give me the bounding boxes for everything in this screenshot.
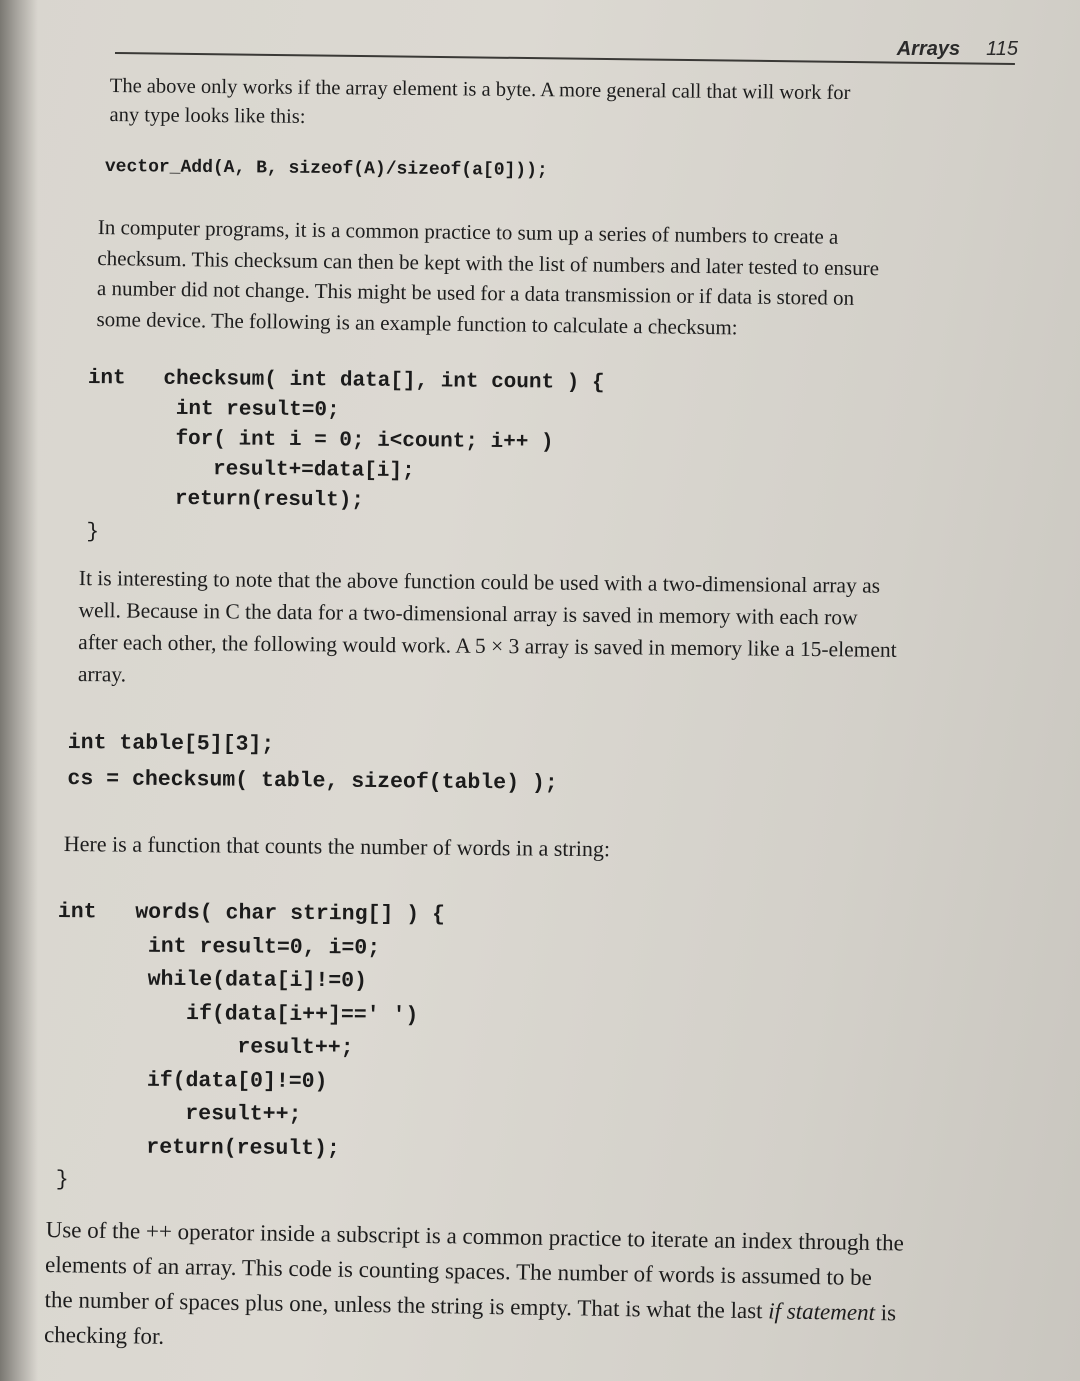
paragraph-two-dimensional: [78, 562, 898, 698]
code-line: int table[5][3];: [67, 730, 275, 757]
text-line: well. Because in C the data for a two-dimensional array is saved in memory with each row: [78, 597, 858, 630]
text-line: a number did not change. This might be used for a data transmission or if data is stored on: [96, 275, 855, 310]
code-line: return(result);: [55, 1134, 340, 1161]
code-checksum-function: [86, 364, 604, 553]
page-gutter-shadow: [0, 0, 38, 1381]
code-line: result+=data[i];: [86, 456, 415, 484]
code-line: result++;: [56, 1033, 354, 1061]
code-line: }: [86, 520, 100, 545]
text-line: checksum. This checksum can then be kept with the list of numbers and later tested to ensure: [97, 245, 880, 280]
header-rule: [115, 52, 1015, 65]
code-line: for( int i = 0; i<count; i++ ): [87, 426, 554, 455]
paragraph-increment-operator: [44, 1212, 904, 1365]
code-line: }: [55, 1167, 69, 1193]
code-line: int result=0, i=0;: [57, 933, 381, 961]
text-line: some device. The following is an example function to calculate a checksum:: [96, 306, 738, 339]
text-line: Use of the ++ operator inside a subscript is a common practice to iterate an index through the: [45, 1216, 904, 1256]
page-number: 115: [986, 38, 1018, 60]
code-line: int words( char string[] ) {: [57, 899, 446, 928]
text-line: Here is a function that counts the number of words in a string:: [63, 830, 611, 862]
text-line: elements of an array. This code is counting spaces. The number of words is assumed to be: [44, 1251, 873, 1290]
running-header: [897, 38, 1018, 61]
text-line: The above only works if the array element is a byte. A more general call that will work for: [109, 74, 851, 105]
code-table-checksum: [67, 725, 558, 802]
code-line: return(result);: [86, 486, 365, 513]
paragraph-words-intro: [64, 828, 611, 865]
code-line: int result=0;: [87, 396, 340, 423]
text-line: after each other, the following would work. A 5 × 3 array is saved in memory like a 15-element: [78, 629, 897, 662]
text-line: any type looks like this:: [109, 103, 306, 128]
code-words-function: [56, 896, 445, 1201]
chapter-title: Arrays: [896, 38, 961, 60]
text-line: array.: [77, 661, 127, 687]
code-line: vector_Add(A, B, sizeof(A)/sizeof(a[0]));: [104, 156, 548, 181]
code-line: result++;: [56, 1100, 302, 1127]
code-vector-add: [105, 155, 548, 183]
text-span: is: [874, 1300, 897, 1326]
text-line: checking for.: [43, 1321, 165, 1349]
text-line: In computer programs, it is a common practice to sum up a series of numbers to create a: [97, 214, 839, 249]
italic-term: if statement: [768, 1298, 876, 1326]
code-line: while(data[i]!=0): [57, 966, 368, 994]
code-line: cs = checksum( table, sizeof(table) );: [67, 766, 558, 796]
paragraph-checksum-intro: [96, 212, 879, 344]
code-line: if(data[0]!=0): [56, 1067, 328, 1094]
text-span: the number of spaces plus one, unless the string is empty. That is what the last: [44, 1286, 769, 1324]
code-line: int checksum( int data[], int count ) {: [87, 366, 605, 395]
code-line: if(data[i++]==' '): [56, 1000, 419, 1028]
text-line: It is interesting to note that the above function could be used with a two-dimensional array as: [78, 565, 881, 598]
paragraph-general-call: [109, 72, 850, 137]
